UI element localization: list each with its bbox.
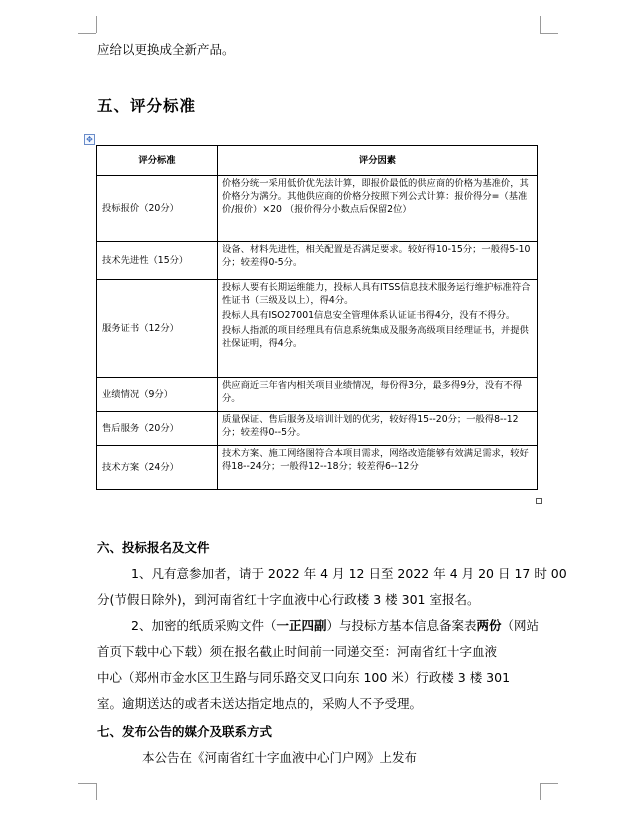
table-header-row (97, 146, 538, 176)
row-factors (218, 242, 538, 280)
row-factors (218, 176, 538, 242)
row-factors (218, 378, 538, 412)
p2-text-a: 2、加密的纸质采购文件（ (131, 618, 277, 633)
section5-heading: 五、评分标准 (97, 97, 197, 115)
table-row (97, 242, 538, 280)
row-factors (218, 412, 538, 446)
section6-heading: 六、投标报名及文件 (97, 540, 210, 555)
header-factors: 评分因素 (218, 146, 538, 176)
factor-text: 质量保证、售后服务及培训计划的优劣，较好得15--20分；一般得8--12分；较差得0--5分。 (222, 414, 519, 438)
table-move-handle-icon[interactable]: ✥ (84, 134, 95, 145)
section7-heading: 七、发布公告的媒介及联系方式 (97, 724, 273, 739)
table-row (97, 280, 538, 378)
table-resize-handle[interactable] (536, 498, 542, 504)
header-criteria: 评分标准 (97, 146, 218, 176)
scoring-table (96, 145, 538, 490)
row-factors (218, 446, 538, 490)
factor-text: 供应商近三年省内相关项目业绩情况，每份得3分，最多得9分，没有不得分。 (222, 380, 523, 404)
factor-text: 技术方案、施工网络图符合本项目需求，网络改造能够有效满足需求，较好得18--24分；一般得12--18分；较差得6--12分 (222, 448, 529, 472)
factor-text: 价格分统一采用低价优先法计算，即报价最低的供应商的价格为基准价，其价格分为满分。其他供应商的价格分按照下列公式计算：报价得分=（基准价/报价）×20 （报价得分小数点后保留2位） (222, 178, 529, 215)
row-factors (218, 280, 538, 378)
p2-text-c: ）与投标方基本信息备案表 (326, 618, 477, 633)
row-category: 服务证书（12分） (97, 280, 218, 378)
row-category: 技术方案（24分） (97, 446, 218, 490)
table-row (97, 378, 538, 412)
row-category: 售后服务（20分） (97, 412, 218, 446)
factor-text: 投标人要有长期运维能力，投标人具有ITSS信息技术服务运行维护标准符合性证书（三级及以上），得4分。 (222, 282, 531, 306)
section6-p2-line1 (131, 618, 539, 634)
section6-p2-line4: 室。逾期送达的或者未送达指定地点的，采购人不予受理。 (97, 696, 423, 711)
factor-text: 投标人指派的项目经理具有信息系统集成及服务高级项目经理证书，并提供社保证明，得4分。 (222, 325, 529, 349)
row-category: 技术先进性（15分） (97, 242, 218, 280)
section6-p2-line3: 中心（郑州市金水区卫生路与同乐路交叉口向东 100 米）行政楼 3 楼 301 (97, 670, 511, 685)
p2-text-bold-two: 两份 (476, 618, 502, 633)
table-row (97, 412, 538, 446)
section6-p2-line2: 首页下载中心下载）须在报名截止时间前一同递交至：河南省红十字血液 (97, 644, 498, 659)
section6-p1-line2: 分(节假日除外)，到河南省红十字血液中心行政楼 3 楼 301 室报名。 (97, 592, 480, 607)
table-row (97, 446, 538, 490)
row-category: 投标报价（20分） (97, 176, 218, 242)
section6-p1-line1: 1、凡有意参加者，请于 2022 年 4 月 12 日至 2022 年 4 月 20 日 17 时 00 (131, 566, 567, 581)
factor-text: 设备、材料先进性，相关配置是否满足要求。较好得10-15分；一般得5-10分；较差得0-5分。 (222, 244, 531, 268)
section7-line: 本公告在《河南省红十字血液中心门户网》上发布 (142, 750, 418, 765)
table-row (97, 176, 538, 242)
top-line-text: 应给以更换成全新产品。 (97, 42, 235, 57)
factor-text: 投标人具有ISO27001信息安全管理体系认证证书得4分，没有不得分。 (222, 310, 516, 321)
row-category: 业绩情况（9分） (97, 378, 218, 412)
p2-text-bold-copies: 一正四副 (276, 618, 327, 633)
p2-text-e: （网站 (501, 618, 540, 633)
